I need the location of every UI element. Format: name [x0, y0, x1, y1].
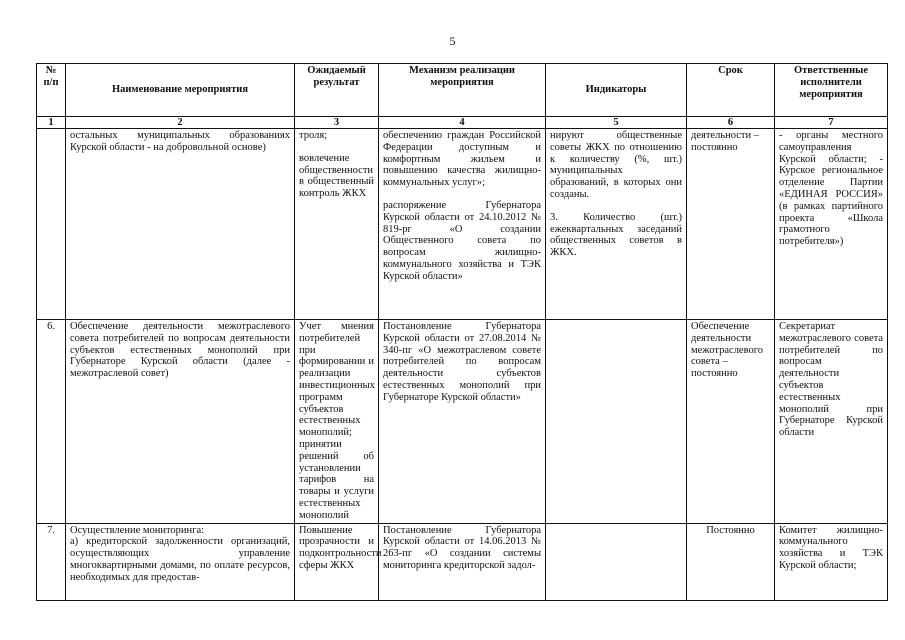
header-responsible: Ответственные исполнители мероприятия — [775, 64, 888, 117]
column-number: 7 — [775, 117, 888, 129]
mechanism — [379, 129, 546, 320]
mechanism: Постановление Губернатора Курской области от 14.06.2013 № 263-пг «О создании системы мониторинга кредиторской задол- — [379, 523, 546, 600]
page-number: 5 — [449, 34, 456, 48]
column-number: 6 — [687, 117, 775, 129]
mechanism: Постановление Губернатора Курской области от 27.08.2014 № 340-пг «О межотраслевом совете потребителей по вопросам деятельности субъектов естественных монополий при Губернаторе Курской области» — [379, 320, 546, 524]
term: Постоянно — [687, 523, 775, 600]
responsible: - органы местного самоуправления Курской области; - Курское региональное отделение Партии «ЕДИНАЯ РОССИЯ» (в рамках партийного проекта «Школа грамотного потребителя») — [775, 129, 888, 320]
term: деятельности – постоянно — [687, 129, 775, 320]
header-measure-name: Наименование мероприятия — [66, 64, 295, 117]
term: Обеспечение деятельности межотраслевого совета – постоянно — [687, 320, 775, 524]
measure-name-part: Осуществление мониторинга: — [70, 524, 205, 536]
measure-name-part: а) кредиторской задолженности организаций, осуществляющих управление многоквартирными домами, по оплате ресурсов, необходимых для предостав- — [70, 536, 290, 583]
expected-result: Учет мнения потребителей при формировании и реализации инвестиционных программ субъектов естественных монополий; принятии решений об установлении тарифов на товары и услуги естественных монополий — [295, 320, 379, 524]
mechanism-part: обеспечению граждан Российской Федерации доступным и комфортным жильем и повышению качества жилищно-коммунальных услуг»; — [383, 130, 541, 189]
column-number-row — [37, 117, 888, 129]
measure-name: Обеспечение деятельности межотраслевого совета потребителей по вопросам деятельности субъектов естественных монополий при Губернаторе Курской области (далее - межотраслевой совет) — [66, 320, 295, 524]
mechanism-part: распоряжение Губернатора Курской области от 24.10.2012 № 819-рг «О создании Общественного совета по вопросам жилищно-коммунального хозяйства и ТЭК Курской области» — [383, 199, 541, 282]
column-number: 1 — [37, 117, 66, 129]
column-number: 3 — [295, 117, 379, 129]
indicators — [546, 129, 687, 320]
indicators-part: 3. Количество (шт.) ежеквартальных заседаний общественных советов в ЖКХ. — [550, 211, 682, 259]
expected-result — [295, 129, 379, 320]
row-number: 6. — [37, 320, 66, 524]
header-mechanism: Механизм реализации мероприятия — [379, 64, 546, 117]
expected-result-part: троля; — [299, 130, 328, 141]
measure-name — [66, 523, 295, 600]
row-number: 7. — [37, 523, 66, 600]
header-term: Срок — [687, 64, 775, 117]
indicators — [546, 523, 687, 600]
row-number — [37, 129, 66, 320]
indicators — [546, 320, 687, 524]
column-number: 2 — [66, 117, 295, 129]
header-expected-result: Ожидаемый результат — [295, 64, 379, 117]
measure-name: остальных муниципальных образованиях Курской области - на добровольной основе) — [66, 129, 295, 320]
indicators-part: нируют общественные советы ЖКХ по отношению к количеству (%, шт.) муниципальных образований, в которых они созданы. — [550, 130, 682, 200]
column-number: 4 — [379, 117, 546, 129]
expected-result-part: вовлечение общественности в общественный контроль ЖКХ — [299, 152, 374, 200]
table-header-row — [37, 64, 888, 117]
responsible: Секретариат межотраслевого совета потребителей по вопросам деятельности субъектов естественных монополий при Губернаторе Курской области — [775, 320, 888, 524]
table-row — [37, 523, 888, 600]
header-number: № п/п — [37, 64, 66, 117]
table-row — [37, 129, 888, 320]
responsible: Комитет жилищно-коммунального хозяйства и ТЭК Курской области; — [775, 523, 888, 600]
table-row — [37, 320, 888, 524]
column-number: 5 — [546, 117, 687, 129]
expected-result: Повышение прозрачности и подконтрольности сферы ЖКХ — [295, 523, 379, 600]
measures-table — [36, 63, 888, 601]
header-indicators: Индикаторы — [546, 64, 687, 117]
